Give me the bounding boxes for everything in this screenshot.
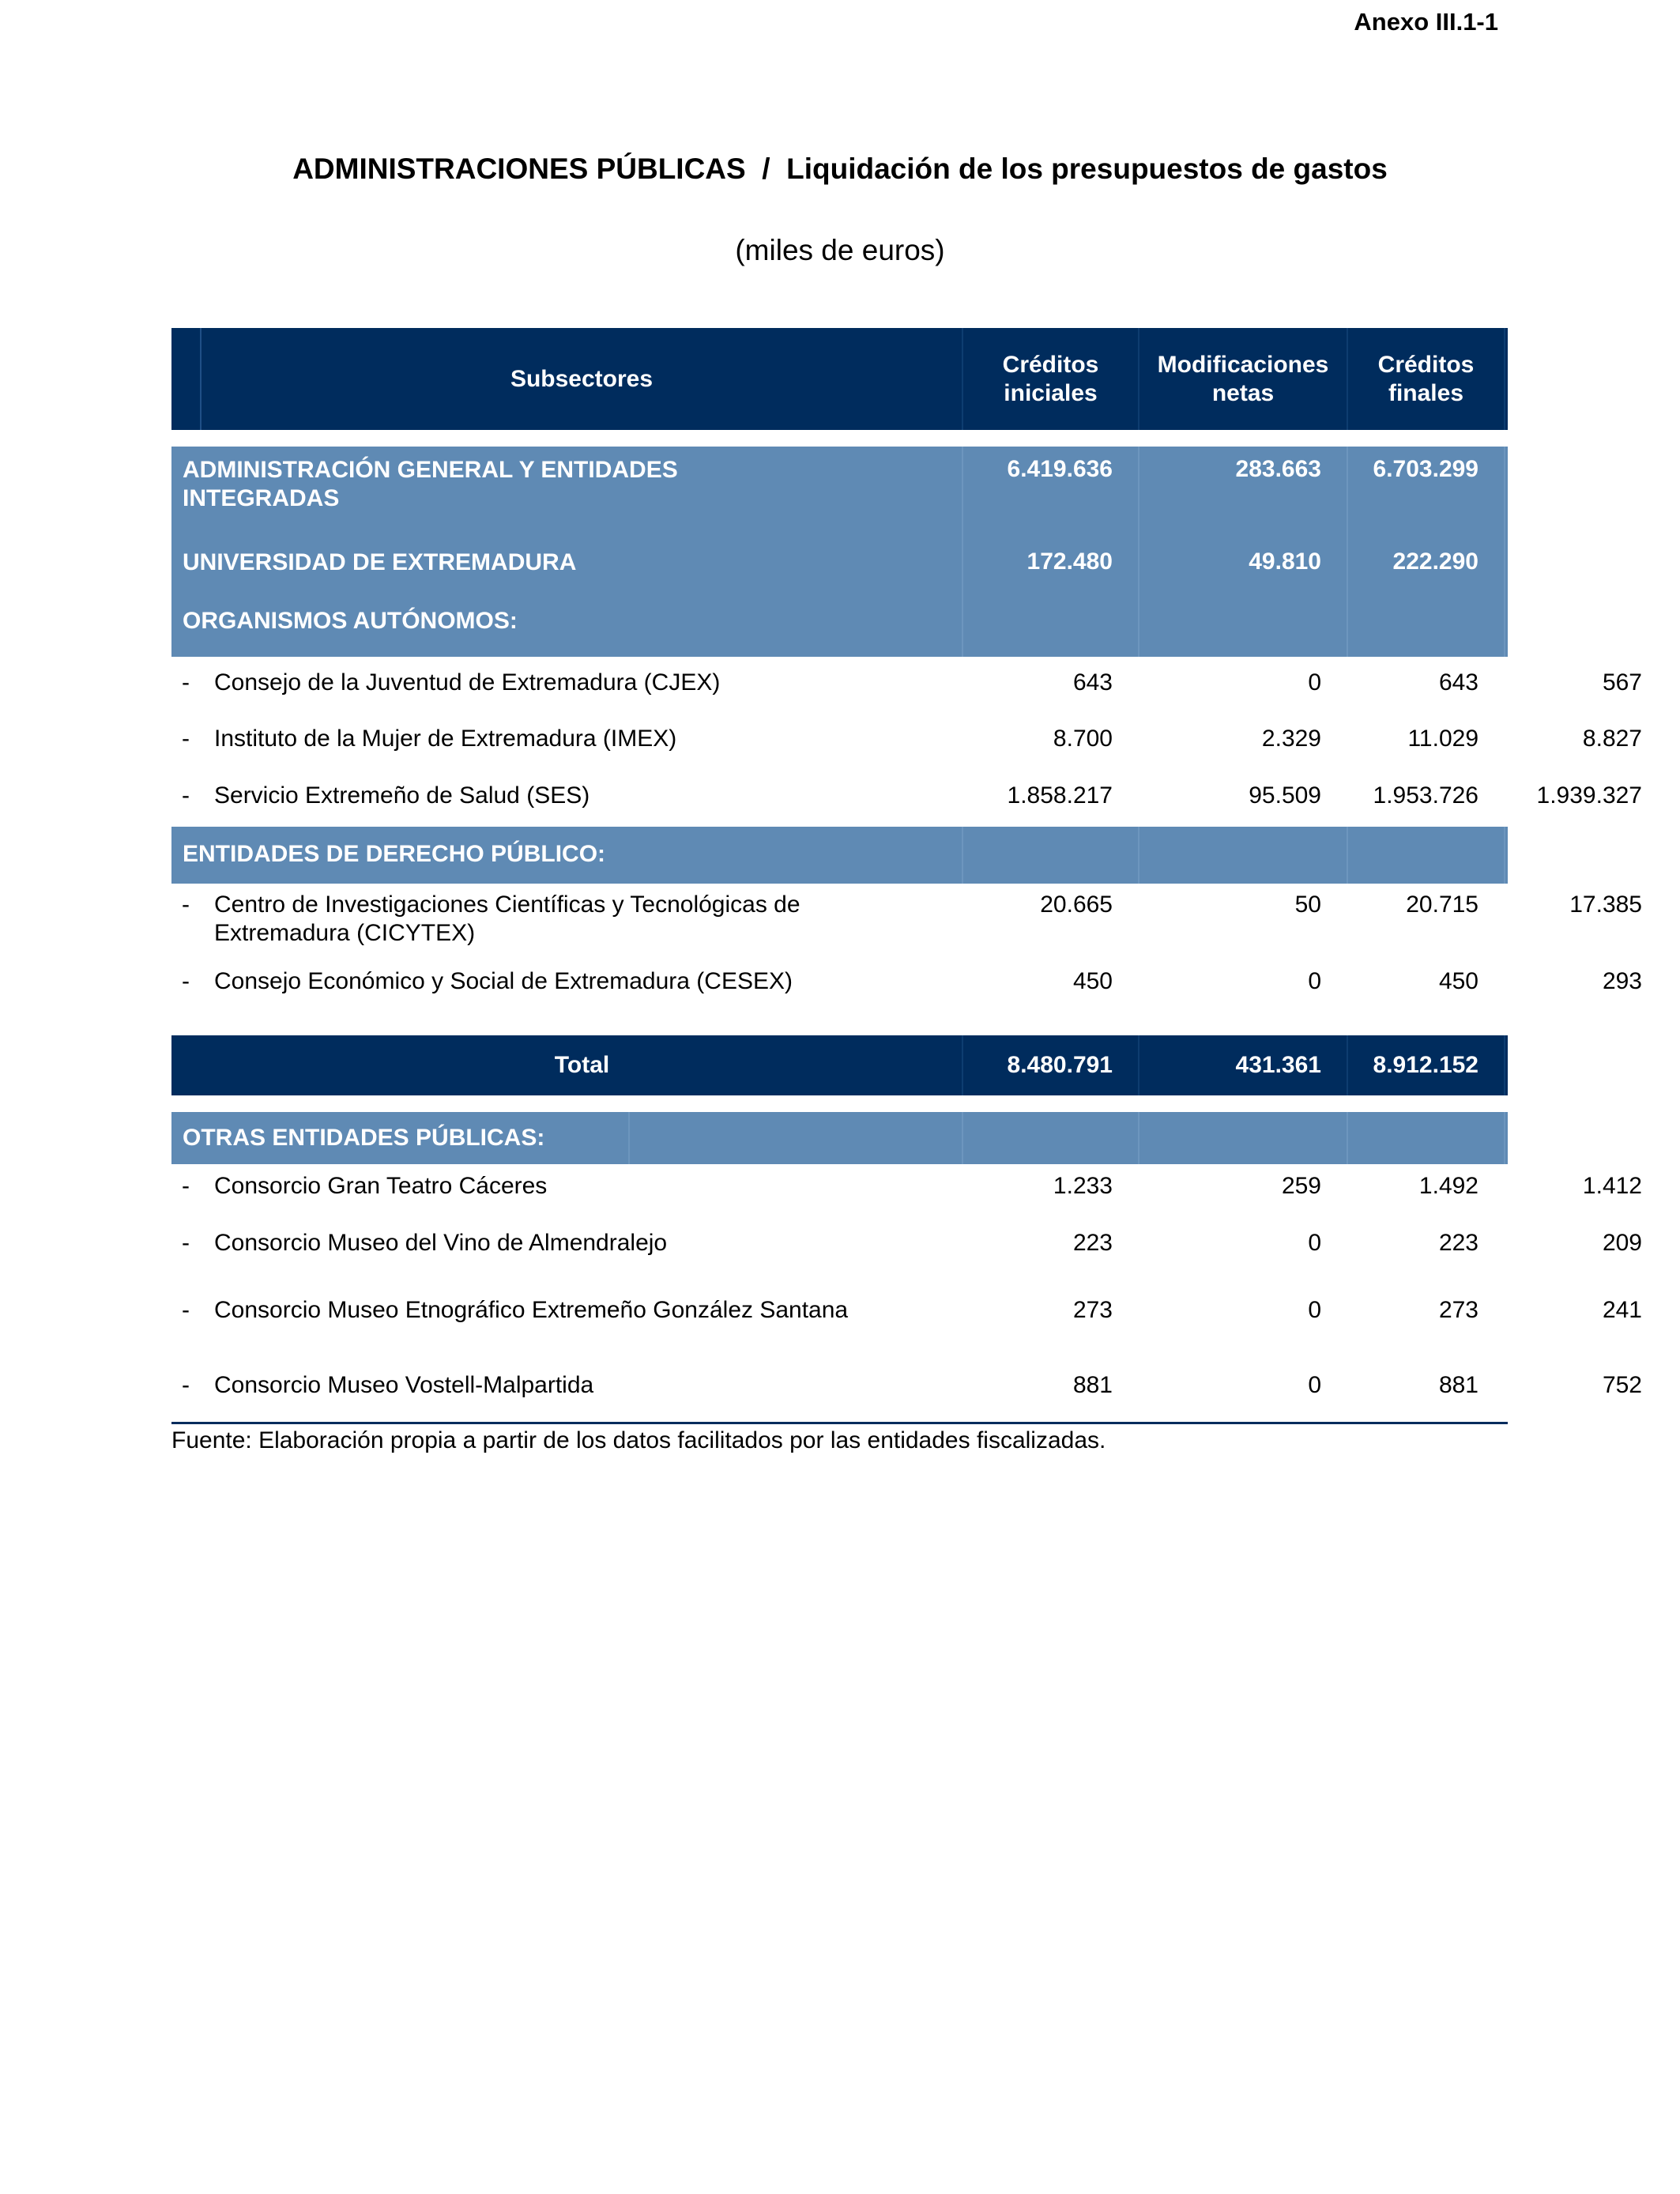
row-label: - Consorcio Museo Vostell-Malpartida: [171, 1371, 962, 1416]
value-creditos-finales: 11.029: [1407, 726, 1478, 752]
value-obligaciones: 241: [1602, 1297, 1642, 1323]
table-row: [171, 967, 1642, 1039]
table-row: [171, 669, 1642, 713]
total-modificaciones: 431.361: [1138, 1035, 1347, 1095]
units-subtitle: (miles de euros): [735, 234, 945, 266]
value-modificaciones: 0: [1308, 1230, 1321, 1256]
row-label: - Consejo de la Juventud de Extremadura (CJEX): [171, 669, 962, 713]
total-creditos-finales: 8.912.152: [1347, 1035, 1504, 1095]
row-label: - Consorcio Museo del Vino de Almendralejo: [171, 1229, 962, 1273]
section-heading: OTRAS ENTIDADES PÚBLICAS:: [183, 1125, 545, 1151]
table-row: [171, 1229, 1642, 1273]
value-creditos-finales: 1.492: [1418, 1173, 1478, 1199]
value-creditos-iniciales: 1.858.217: [1007, 782, 1113, 809]
value-modificaciones: 49.810: [1138, 539, 1347, 598]
value-obligaciones: 5.868.269: [1504, 447, 1680, 539]
value-creditos-iniciales: 643: [1072, 669, 1113, 696]
source-note: Fuente: Elaboración propia a partir de los datos facilitados por las entidades fiscalizadas.: [171, 1427, 1106, 1453]
header-creditos-finales: Créditos finales: [1347, 328, 1504, 430]
value-modificaciones: 0: [1308, 1297, 1321, 1323]
table-row: [171, 782, 1642, 826]
value-modificaciones: 0: [1308, 669, 1321, 696]
value-modificaciones: 0: [1308, 1372, 1321, 1398]
value-obligaciones: 1.412: [1582, 1173, 1642, 1199]
header-creditos-iniciales: Créditos iniciales: [962, 328, 1138, 430]
value-obligaciones: 567: [1602, 669, 1642, 696]
value-creditos-iniciales: 6.419.636: [962, 447, 1138, 539]
table-row: [171, 1172, 1642, 1216]
section-heading-derecho-publico: [171, 827, 1508, 884]
section-heading-otras-entidades: [171, 1112, 1508, 1164]
page-title: ADMINISTRACIONES PÚBLICAS / Liquidación de los presupuestos de gastos: [292, 153, 1388, 185]
table-row: [171, 1371, 1642, 1416]
table-row: [171, 891, 1642, 962]
value-modificaciones: 95.509: [1249, 782, 1321, 809]
value-obligaciones: 1.939.327: [1536, 782, 1642, 809]
total-obligaciones: 8.002.340: [1504, 1035, 1680, 1095]
value-creditos-finales: 1.953.726: [1373, 782, 1478, 809]
annex-label: Anexo III.1-1: [1354, 8, 1498, 36]
value-modificaciones: 50: [1294, 892, 1321, 918]
value-modificaciones: 2.329: [1261, 726, 1321, 752]
value-creditos-iniciales: 20.665: [1040, 892, 1113, 918]
table-row: [171, 447, 1642, 539]
table-bottom-rule: [171, 1422, 1508, 1424]
value-modificaciones: 259: [1281, 1173, 1321, 1199]
section-heading-organismos: [171, 598, 1508, 657]
value-creditos-iniciales: 273: [1072, 1297, 1113, 1323]
header-modificaciones-netas: Modificaciones netas: [1138, 328, 1347, 430]
value-obligaciones: 167.672: [1504, 539, 1680, 598]
total-row: [171, 1035, 1642, 1095]
value-creditos-finales: 450: [1438, 968, 1478, 994]
value-creditos-finales: 222.290: [1347, 539, 1504, 598]
table-header: [171, 328, 1667, 430]
value-obligaciones: 752: [1602, 1372, 1642, 1398]
value-obligaciones: 8.827: [1582, 726, 1642, 752]
value-creditos-finales: 20.715: [1406, 892, 1478, 918]
value-creditos-finales: 643: [1438, 669, 1478, 696]
value-creditos-iniciales: 223: [1072, 1230, 1113, 1256]
row-label: - Centro de Investigaciones Científicas y Tecnológicas de Extremadura (CICYTEX): [171, 891, 867, 962]
value-creditos-iniciales: 1.233: [1053, 1173, 1113, 1199]
row-label: - Consorcio Museo Etnográfico Extremeño González Santana: [171, 1296, 930, 1367]
value-obligaciones: 293: [1602, 968, 1642, 994]
value-creditos-iniciales: 172.480: [962, 539, 1138, 598]
section-heading: ORGANISMOS AUTÓNOMOS:: [183, 608, 518, 634]
row-label: - Consorcio Gran Teatro Cáceres: [171, 1172, 962, 1216]
row-label: UNIVERSIDAD DE EXTREMADURA: [183, 549, 577, 575]
value-creditos-finales: 223: [1438, 1230, 1478, 1256]
value-creditos-finales: 881: [1438, 1372, 1478, 1398]
value-creditos-finales: 273: [1438, 1297, 1478, 1323]
total-label: Total: [554, 1052, 610, 1078]
value-obligaciones: 209: [1602, 1230, 1642, 1256]
row-label: - Consejo Económico y Social de Extremadura (CESEX): [171, 967, 867, 1039]
value-modificaciones: 0: [1308, 968, 1321, 994]
table-row: [171, 539, 1642, 598]
value-creditos-iniciales: 450: [1072, 968, 1113, 994]
value-creditos-finales: 6.703.299: [1347, 447, 1504, 539]
header-subsectors: Subsectores: [200, 328, 962, 430]
row-label: - Instituto de la Mujer de Extremadura (IMEX): [171, 725, 962, 769]
row-label: - Servicio Extremeño de Salud (SES): [171, 782, 962, 826]
row-label: ADMINISTRACIÓN GENERAL Y ENTIDADES INTEGRADAS: [183, 457, 678, 511]
value-modificaciones: 283.663: [1138, 447, 1347, 539]
value-creditos-iniciales: 881: [1072, 1372, 1113, 1398]
value-creditos-iniciales: 8.700: [1053, 726, 1113, 752]
total-creditos-iniciales: 8.480.791: [962, 1035, 1138, 1095]
header-obligaciones-reconocidas: Obligaciones reconocidas: [1504, 328, 1680, 430]
table-row: [171, 1296, 1642, 1367]
value-obligaciones: 17.385: [1569, 892, 1642, 918]
section-heading: ENTIDADES DE DERECHO PÚBLICO:: [183, 841, 606, 867]
table-row: [171, 725, 1642, 769]
